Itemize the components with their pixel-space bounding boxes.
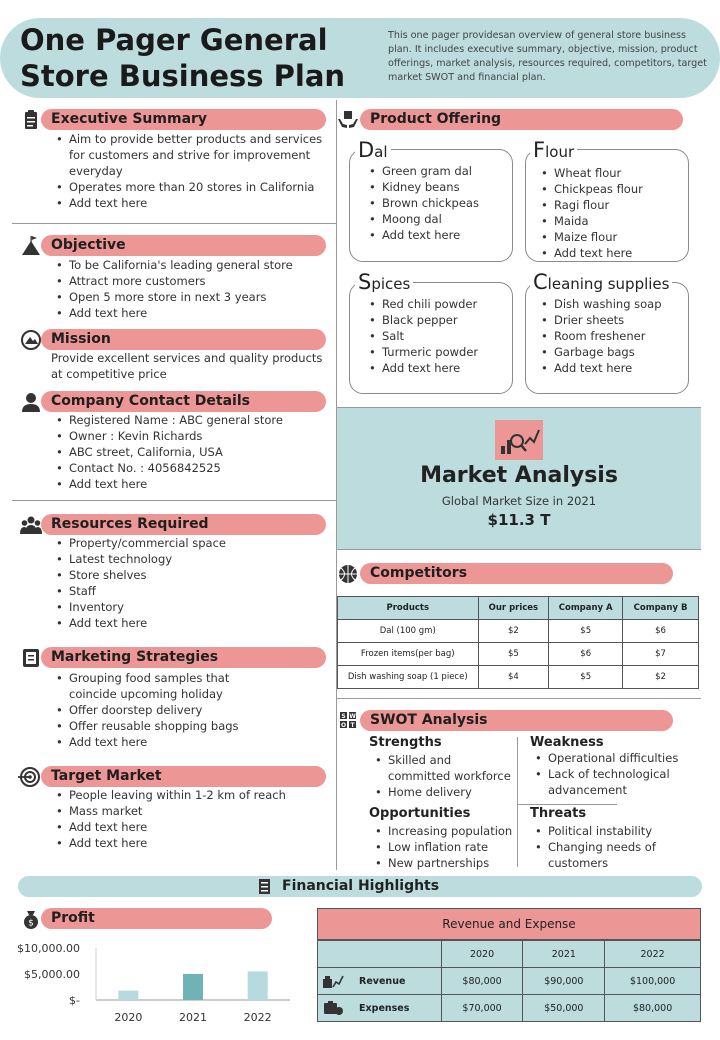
list-item: • Home delivery	[370, 784, 515, 800]
market-analysis-title: Market Analysis	[420, 463, 618, 488]
list-item: • Registered Name : ABC general store	[51, 412, 331, 428]
list-item: • Offer reusable shopping bags	[51, 718, 331, 734]
list-item: • Drier sheets	[536, 312, 688, 328]
list-item: • Add text here	[51, 195, 331, 211]
revenue-label: Revenue	[359, 975, 406, 987]
table-cell: $5	[549, 666, 623, 689]
revenue-icon	[322, 973, 344, 989]
opportunities-list	[370, 823, 515, 871]
mission-text: Provide excellent services and quality products at competitive price	[51, 351, 323, 381]
table-cell: $80,000	[441, 968, 523, 995]
swot-heading: SWOT Analysis	[360, 710, 673, 731]
list-item: • Contact No. : 4056842525	[51, 460, 331, 476]
column-header: Company B	[623, 597, 699, 620]
profit-bar	[248, 971, 268, 1000]
divider	[12, 223, 336, 224]
product-box-title: Cleaning supplies	[530, 273, 672, 293]
marketing-list	[51, 670, 331, 750]
marketing-board-icon	[20, 647, 42, 669]
profit-bar	[183, 974, 203, 1000]
table-cell: $5	[549, 620, 623, 643]
list-item: • Mass market	[51, 803, 331, 819]
weakness-title: Weakness	[530, 735, 604, 750]
product-box-title: Spices	[355, 273, 413, 293]
list-item: • New partnerships	[370, 855, 515, 871]
objective-heading: Objective	[41, 235, 326, 256]
table-cell: $80,000	[605, 995, 701, 1022]
list-item: • Lack of technological advancement	[530, 766, 700, 798]
threats-title: Threats	[530, 806, 587, 821]
page-title: One Pager General Store Business Plan	[20, 23, 346, 93]
column-header: 2022	[605, 941, 701, 968]
hands-product-icon	[337, 109, 359, 131]
swot-letter: T	[348, 720, 357, 729]
profit-chart	[10, 930, 310, 1030]
contact-details-heading: Company Contact Details	[41, 391, 326, 412]
swot-icon	[339, 711, 357, 729]
list-item: • Grouping food samples that coincide upcoming holiday	[51, 670, 331, 702]
market-chart-icon	[495, 420, 543, 460]
table-row	[338, 643, 699, 666]
spices-list	[364, 296, 512, 376]
list-item: • Aim to provide better products and services for customers and strive for improvement everyday	[51, 131, 331, 179]
list-item: • Add text here	[536, 245, 686, 261]
swot-letter: O	[340, 722, 347, 729]
list-item: • Maize flour	[536, 229, 686, 245]
divider	[337, 698, 701, 699]
executive-summary-heading: Executive Summary	[41, 109, 326, 130]
team-icon	[20, 514, 42, 536]
mountain-flag-icon	[20, 235, 42, 257]
swot-vertical-divider	[517, 737, 518, 867]
list-item: • Add text here	[364, 227, 512, 243]
profit-bar	[118, 991, 138, 1000]
list-item: • Add text here	[51, 476, 331, 492]
resources-list	[51, 535, 331, 631]
column-header: 2020	[441, 941, 523, 968]
list-item: • Add text here	[51, 819, 331, 835]
list-item: • Operational difficulties	[530, 750, 700, 766]
revenue-expense-title: Revenue and Expense	[317, 908, 701, 940]
target-market-heading: Target Market	[41, 766, 326, 787]
target-market-list	[51, 787, 331, 851]
financial-banner-title: Financial Highlights	[282, 878, 440, 894]
list-item: • Offer doorstep delivery	[51, 702, 331, 718]
list-item: • Add text here	[51, 615, 331, 631]
list-item: • People leaving within 1-2 km of reach	[51, 787, 331, 803]
list-item: • Owner : Kevin Richards	[51, 428, 331, 444]
market-analysis-subtitle: Global Market Size in 2021	[441, 494, 597, 508]
list-item: • Maida	[536, 213, 686, 229]
list-item: • Salt	[364, 328, 512, 344]
table-cell: Dish washing soap (1 piece)	[338, 666, 479, 689]
list-item: • Kidney beans	[364, 179, 512, 195]
product-box-title: Flour	[530, 141, 577, 161]
table-row	[338, 666, 699, 689]
list-item: • Brown chickpeas	[364, 195, 512, 211]
table-cell	[318, 941, 442, 968]
table-cell: $6	[623, 620, 699, 643]
column-header: Company A	[549, 597, 623, 620]
money-stack-icon	[257, 878, 273, 895]
list-item: • Room freshener	[536, 328, 688, 344]
mission-icon	[20, 329, 42, 351]
list-item: • Add text here	[536, 360, 688, 376]
list-item: • Wheat flour	[536, 165, 686, 181]
product-box-title: Dal	[355, 141, 391, 161]
list-item: • Increasing population	[370, 823, 515, 839]
list-item: • Dish washing soap	[536, 296, 688, 312]
list-item: • Political instability	[530, 823, 670, 839]
list-item: • Turmeric powder	[364, 344, 512, 360]
opportunities-title: Opportunities	[369, 806, 471, 821]
basketball-icon	[337, 563, 359, 585]
table-cell: $2	[478, 620, 549, 643]
list-item: • Inventory	[51, 599, 331, 615]
list-item: • Staff	[51, 583, 331, 599]
list-item: • Latest technology	[51, 551, 331, 567]
y-tick-label: $10,000.00	[17, 942, 80, 955]
list-item: • Skilled and committed workforce	[370, 752, 515, 784]
swot-horizontal-divider	[517, 804, 617, 805]
weakness-list	[530, 750, 700, 798]
strengths-list	[370, 752, 515, 800]
list-item: • Property/commercial space	[51, 535, 331, 551]
dal-list	[364, 163, 512, 243]
table-cell: Frozen items(per bag)	[338, 643, 479, 666]
table-cell: Dal (100 gm)	[338, 620, 479, 643]
list-item: • Add text here	[51, 734, 331, 750]
svg-text:$: $	[28, 918, 34, 929]
table-cell: $2	[623, 666, 699, 689]
list-item: • Red chili powder	[364, 296, 512, 312]
revenue-expense-table	[317, 940, 701, 1022]
divider	[12, 500, 336, 501]
swot-letter: S	[339, 711, 348, 720]
profit-heading: Profit	[41, 908, 272, 929]
strengths-title: Strengths	[369, 735, 442, 750]
list-item: • Add text here	[364, 360, 512, 376]
table-cell: $5	[478, 643, 549, 666]
list-item: • Attract more customers	[51, 273, 331, 289]
contact-details-list	[51, 412, 331, 492]
executive-summary-list	[51, 131, 331, 211]
table-header-row	[338, 597, 699, 620]
y-tick-label: $5,000.00	[24, 968, 80, 981]
table-cell: $7	[623, 643, 699, 666]
table-cell: $6	[549, 643, 623, 666]
list-item: • Black pepper	[364, 312, 512, 328]
list-item: • To be California's leading general store	[51, 257, 331, 273]
table-cell: $100,000	[605, 968, 701, 995]
target-icon	[18, 766, 40, 788]
row-header	[318, 995, 442, 1022]
money-bag-icon	[20, 908, 42, 930]
objective-list	[51, 257, 331, 321]
list-item: • Green gram dal	[364, 163, 512, 179]
list-item: • Add text here	[51, 305, 331, 321]
row-header	[318, 968, 442, 995]
market-size-value: $11.3 T	[487, 511, 551, 529]
list-item: • Changing needs of customers	[530, 839, 670, 871]
table-row	[318, 995, 701, 1022]
y-tick-label: $-	[69, 994, 80, 1007]
list-item: • Open 5 more store in next 3 years	[51, 289, 331, 305]
resources-heading: Resources Required	[41, 514, 326, 535]
header-description: This one pager providesan overview of general store business plan. It includes executive summary, objective, mission, product offerings, market analysis, resources required, competitors, target market SWOT and financial plan.	[388, 30, 707, 83]
list-item: • Chickpeas flour	[536, 181, 686, 197]
mission-heading: Mission	[41, 329, 326, 350]
table-cell: $90,000	[523, 968, 605, 995]
marketing-heading: Marketing Strategies	[41, 647, 326, 668]
product-offering-heading: Product Offering	[360, 109, 683, 130]
expenses-label: Expenses	[359, 1002, 410, 1014]
table-row	[338, 620, 699, 643]
x-tick-label: 2020	[114, 1011, 143, 1024]
competitors-table	[337, 596, 699, 689]
list-item: • Ragi flour	[536, 197, 686, 213]
list-item: • Moong dal	[364, 211, 512, 227]
table-cell: $70,000	[441, 995, 523, 1022]
threats-list	[530, 823, 670, 871]
contact-person-icon	[20, 391, 42, 413]
clipboard-icon	[20, 109, 42, 131]
cleaning-list	[536, 296, 688, 376]
list-item: • ABC street, California, USA	[51, 444, 331, 460]
list-item: • Operates more than 20 stores in California	[51, 179, 331, 195]
x-tick-label: 2022	[243, 1011, 272, 1024]
column-header: 2021	[523, 941, 605, 968]
column-header: Products	[338, 597, 479, 620]
list-item: • Add text here	[51, 835, 331, 851]
table-cell: $4	[478, 666, 549, 689]
flour-list	[536, 165, 686, 261]
column-header: Our prices	[478, 597, 549, 620]
list-item: • Garbage bags	[536, 344, 688, 360]
list-item: • Store shelves	[51, 567, 331, 583]
competitors-heading: Competitors	[360, 563, 673, 584]
expenses-icon	[322, 1000, 344, 1016]
table-cell: $50,000	[523, 995, 605, 1022]
swot-letter: W	[349, 713, 356, 720]
table-row	[318, 968, 701, 995]
list-item: • Low inflation rate	[370, 839, 515, 855]
table-header-row	[318, 941, 701, 968]
x-tick-label: 2021	[179, 1011, 207, 1024]
